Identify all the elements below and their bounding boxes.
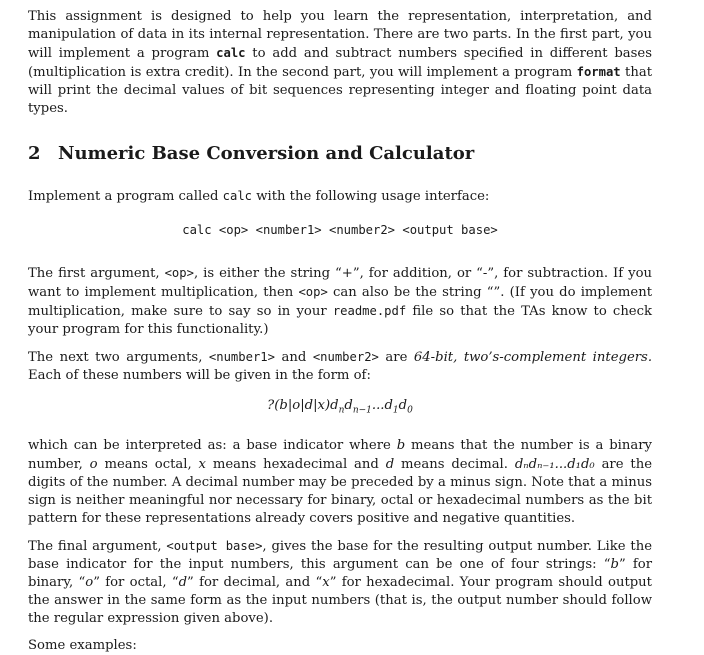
interpret-x: x [198, 456, 206, 472]
formula-sub-n: n [338, 405, 345, 416]
interpret-text-2: means that the number is a binary number, [28, 438, 652, 472]
op-code-2: <op> [298, 284, 328, 299]
final-arg-o: o [85, 575, 94, 591]
calc-code-2: calc [222, 188, 252, 203]
op-code-1: <op> [164, 265, 194, 280]
section-heading [28, 143, 652, 165]
interpret-o: o [89, 456, 98, 472]
final-arg-x: x [322, 575, 330, 591]
implement-text-2: with the following usage interface: [252, 188, 490, 204]
next-args-text-1: The next two arguments, [28, 350, 209, 366]
document-page [28, 8, 652, 655]
number-format-formula [28, 397, 652, 415]
intro-text-2: to add and subtract numbers specified in different bases (multiplication is extra credit). In the second part, you will implement a program [28, 46, 652, 81]
interpret-text-3: means octal, [97, 456, 199, 472]
format-code: format [576, 65, 621, 80]
formula-prefix: ?(b|o|d|x)d [267, 398, 339, 414]
implement-text-1: Implement a program called [28, 188, 223, 204]
emphasis-text: 64-bit, two’s-complement integers. [413, 350, 653, 366]
interpret-text-5: means decimal. [394, 456, 515, 472]
intro-paragraph [28, 8, 652, 119]
formula-d: d [344, 398, 353, 414]
final-arg-b: b [610, 556, 619, 572]
first-argument-paragraph [28, 264, 652, 339]
final-arg-d: d [178, 575, 188, 591]
number1-code: <number1> [208, 350, 275, 365]
section-title: Numeric Base Conversion and Calculator [58, 142, 475, 164]
number2-code: <number2> [312, 350, 379, 365]
section-number: 2 [28, 142, 41, 164]
final-arg-text-6: ” for hexadecimal. Your program should output the answer in the same form as the input numbers (that is, the output number should follow the regular expression given above). [28, 575, 652, 627]
interpret-b: b [396, 438, 406, 454]
formula-sub-0: 0 [407, 405, 413, 416]
final-arg-text-1: The final argument, [28, 538, 167, 554]
final-argument-paragraph [28, 537, 652, 628]
final-arg-text-2: , gives the base for the resulting output number. Like the base indicator for the input numbers, this argument can be one of four strings: “ [28, 538, 653, 572]
implement-paragraph [28, 187, 652, 206]
output-base-code: <output base> [166, 538, 263, 553]
interpret-d: d [385, 456, 395, 472]
interpret-text-1: which can be interpreted as: a base indicator where [28, 438, 397, 454]
next-args-text-2: and [274, 350, 313, 366]
first-arg-text-4: file so that the TAs know to check your program for this functionality.) [28, 303, 652, 338]
readme-code: readme.pdf [332, 303, 407, 318]
calc-code: calc [216, 46, 246, 61]
first-arg-text-1: The first argument, [28, 265, 165, 281]
final-arg-text-4: ” for octal, “ [93, 575, 179, 591]
next-args-text-3: are [378, 350, 414, 366]
intro-text-1: This assignment is designed to help you learn the representation, interpretation, and manipulation of data in its internal representation. There are two parts. In the first part, you will implement a program [28, 9, 652, 62]
final-arg-text-5: ” for decimal, and “ [187, 575, 323, 591]
final-arg-text-3: ” for binary, “ [28, 556, 652, 591]
interpret-text-4: means hexadecimal and [205, 456, 386, 472]
interpret-digits: dₙdₙ₋₁...d₁d₀ [514, 456, 595, 472]
next-arguments-paragraph [28, 348, 652, 385]
formula-ellipsis: ...d [371, 398, 393, 414]
formula-sub-n-minus-1: n−1 [352, 405, 372, 416]
formula-d-last: d [398, 398, 408, 414]
examples-label: Some examples: [28, 638, 137, 654]
formula-sub-1: 1 [392, 405, 399, 416]
usage-line: calc <op> <number1> <number2> <output base> [182, 222, 498, 237]
first-arg-text-3: can also be the string “”. (If you do implement multiplication, make sure to say so in your [28, 284, 652, 319]
interpret-text-6: are the digits of the number. A decimal number may be preceded by a minus sign. Note that a minus sign is neither meaningful nor necessary for binary, octal or hexadecimal numbers as the bit pattern for these representations already covers positive and negative quantities. [28, 456, 653, 526]
interpretation-paragraph [28, 437, 652, 527]
next-args-text-4: Each of these numbers will be given in the form of: [28, 368, 371, 384]
intro-text-3: that will print the decimal values of bit sequences representing integer and floating point data types. [28, 65, 652, 117]
first-arg-text-2: , is either the string “+”, for addition, or “-”, for subtraction. If you want to implement multiplication, then [28, 265, 653, 300]
